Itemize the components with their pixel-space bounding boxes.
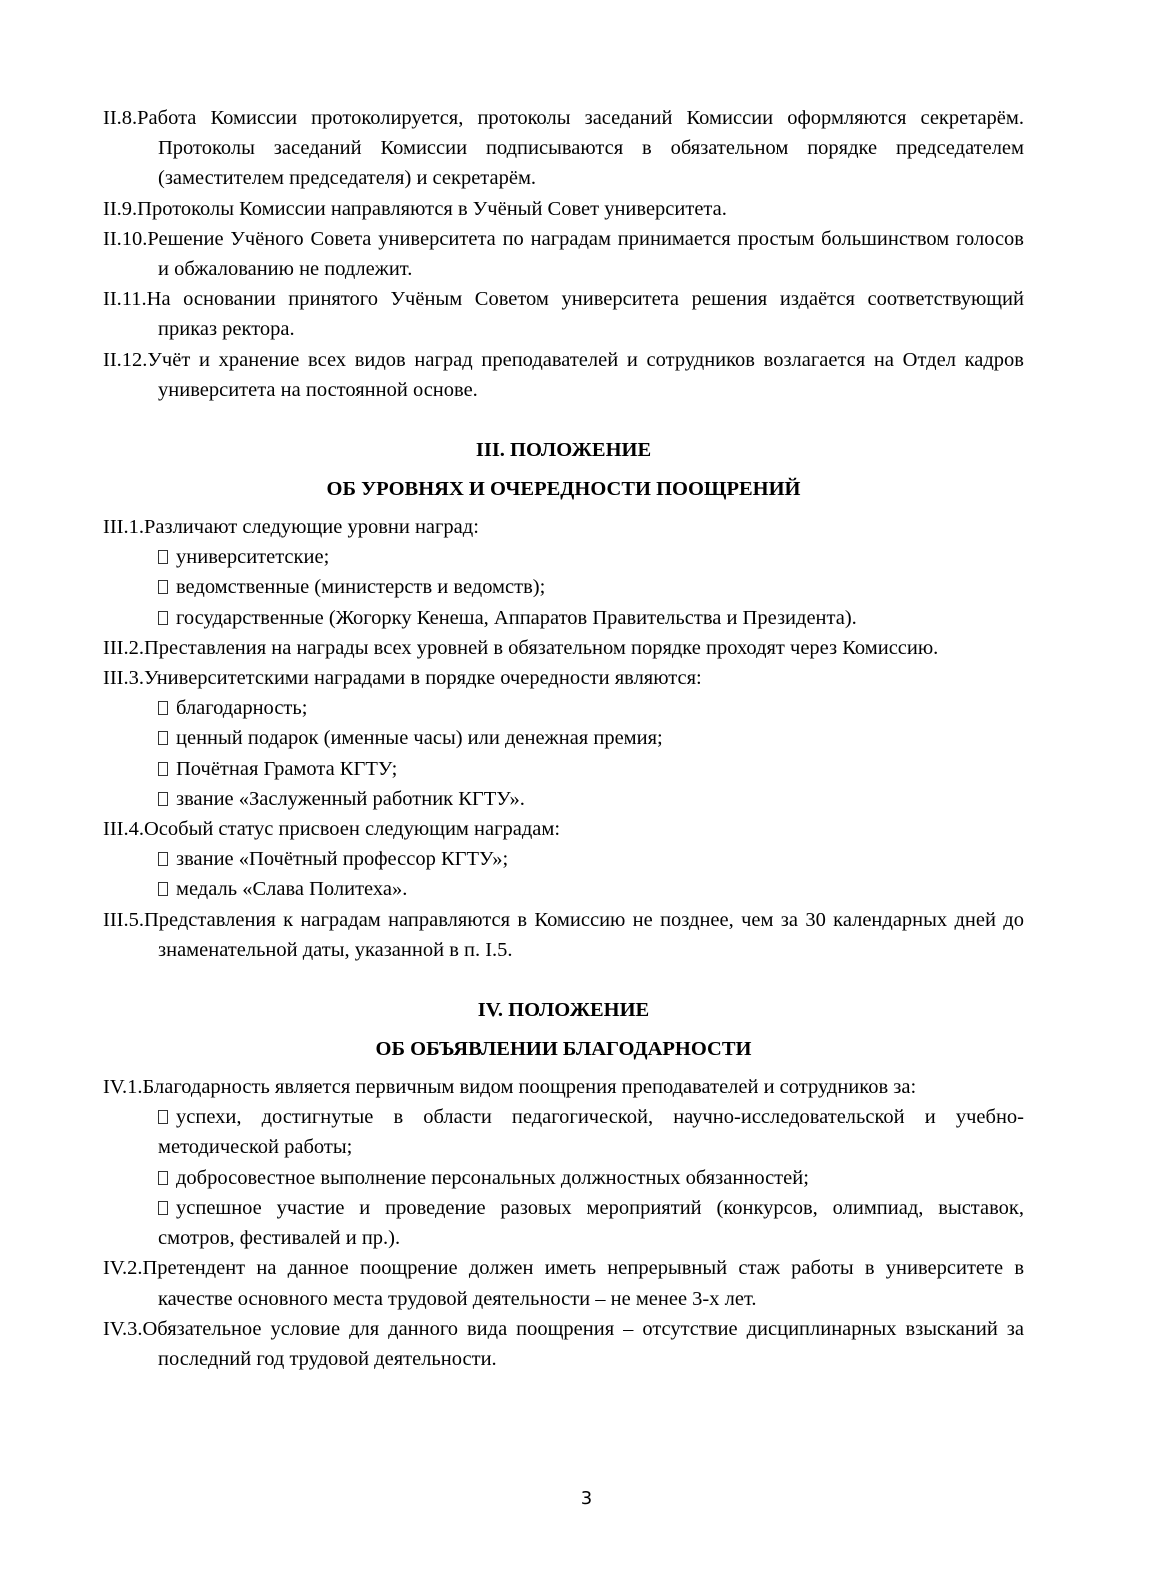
paragraph-number: IV.1. [103,1076,143,1099]
section-title: III. ПОЛОЖЕНИЕ [475,439,652,462]
paragraph-II-8 [103,103,1024,194]
checkbox-icon [158,1201,168,1215]
list-item [103,844,1024,874]
paragraph-text: Благодарность является первичным видом поощрения преподавателей и сотрудников за: [142,1076,917,1099]
paragraph-text: Протоколы Комиссии направляются в Учёный Совет университета. [137,197,727,220]
list-item [103,754,1024,784]
paragraph-III-3 [103,663,1024,693]
paragraph-number: II.12. [103,348,148,371]
list-item-text: государственные (Жогорку Кенеша, Аппаратов Правительства и Президента). [176,606,857,629]
list-item [103,603,1024,633]
checkbox-icon [158,882,168,896]
list-item-text: успехи, достигнутые в области педагогической, научно-исследовательской и учебно-методической работы; [158,1106,1024,1159]
section-title: IV. ПОЛОЖЕНИЕ [477,999,650,1022]
checkbox-icon [158,611,168,625]
paragraph-IV-3 [103,1314,1024,1374]
paragraph-III-2 [103,633,1024,663]
paragraph-text: Решение Учёного Совета университета по наградам принимается простым большинством голосов и обжалованию не подлежит. [147,227,1024,281]
list-item-text: успешное участие и проведение разовых мероприятий (конкурсов, олимпиад, выставок, смотров, фестивалей и пр.). [158,1196,1024,1250]
paragraph-IV-2 [103,1253,1024,1313]
list-item [103,784,1024,814]
checkbox-icon [158,1171,168,1185]
list-item-text: звание «Заслуженный работник КГТУ». [176,787,525,810]
list-item-text: университетские; [176,546,330,569]
list-item [103,874,1024,904]
paragraph-number: III.2. [103,636,144,659]
paragraph-II-11 [103,284,1024,344]
page-number: 3 [580,1488,593,1509]
list-item-text: ведомственные (министерств и ведомств); [176,576,546,599]
list-item-text: Почётная Грамота КГТУ; [176,757,398,780]
paragraph-number: III.3. [103,667,144,690]
list-item [103,1102,1024,1162]
checkbox-icon [158,852,168,866]
checkbox-icon [158,580,168,594]
paragraph-text: Работа Комиссии протоколируется, протоколы заседаний Комиссии оформляются секретарём. Протоколы заседаний Комиссии подписываются в обязательном порядке председателем (заместителем председателя) и секретарём. [137,107,1024,190]
paragraph-text: Учёт и хранение всех видов наград преподавателей и сотрудников возлагается на Отдел кадров университета на постоянной основе. [147,348,1024,401]
list-item [103,693,1024,723]
paragraph-III-5 [103,905,1024,965]
paragraph-number: II.8. [103,107,138,129]
paragraph-text: Представления к наградам направляются в Комиссию не позднее, чем за 30 календарных дней до знаменательной даты, указанной в п. I.5. [143,908,1024,961]
paragraph-number: III.5. [103,908,144,931]
section-subtitle: ОБ ОБЪЯВЛЕНИИ БЛАГОДАРНОСТИ [375,1038,752,1061]
paragraph-text: Претендент на данное поощрение должен иметь непрерывный стаж работы в университете в качестве основного места трудовой деятельности – не менее 3-х лет. [142,1257,1024,1310]
section-III-header [103,435,1024,504]
paragraph-text: Университетскими наградами в порядке очередности являются: [143,667,702,690]
section-subtitle: ОБ УРОВНЯХ И ОЧЕРЕДНОСТИ ПООЩРЕНИЙ [326,478,801,501]
list-item [103,572,1024,602]
list-item-text: медаль «Слава Политеха». [176,878,408,901]
paragraph-text: На основании принятого Учёным Советом университета решения издаётся соответствующий приказ ректора. [146,288,1024,341]
paragraph-number: III.4. [103,818,144,841]
paragraph-number: IV.3. [103,1317,143,1340]
checkbox-icon [158,792,168,806]
paragraph-III-4 [103,814,1024,844]
paragraph-number: IV.2. [103,1257,143,1280]
document-page [103,103,1024,1374]
list-item-text: благодарность; [176,697,308,720]
checkbox-icon [158,1110,168,1124]
list-item-text: добросовестное выполнение персональных должностных обязанностей; [176,1166,809,1189]
paragraph-number: II.11. [103,288,147,311]
list-item-text: ценный подарок (именные часы) или денежная премия; [176,727,663,750]
paragraph-II-10 [103,224,1024,284]
paragraph-II-12 [103,345,1024,405]
paragraph-text: Преставления на награды всех уровней в обязательном порядке проходят через Комиссию. [143,636,939,659]
paragraph-IV-1 [103,1072,1024,1102]
section-IV-header [103,995,1024,1064]
paragraph-III-1 [103,512,1024,542]
paragraph-number: III.1. [103,516,144,539]
paragraph-text: Особый статус присвоен следующим наградам: [143,818,561,841]
checkbox-icon [158,701,168,715]
paragraph-number: II.10. [103,227,148,250]
paragraph-number: II.9. [103,197,138,220]
list-item [103,723,1024,753]
checkbox-icon [158,550,168,564]
paragraph-text: Различают следующие уровни наград: [143,516,479,539]
checkbox-icon [158,762,168,776]
checkbox-icon [158,731,168,745]
paragraph-II-9 [103,194,1024,224]
list-item-text: звание «Почётный профессор КГТУ»; [176,848,509,871]
list-item [103,1163,1024,1193]
list-item [103,1193,1024,1253]
list-item [103,542,1024,572]
paragraph-text: Обязательное условие для данного вида поощрения – отсутствие дисциплинарных взысканий за последний год трудовой деятельности. [142,1317,1024,1370]
